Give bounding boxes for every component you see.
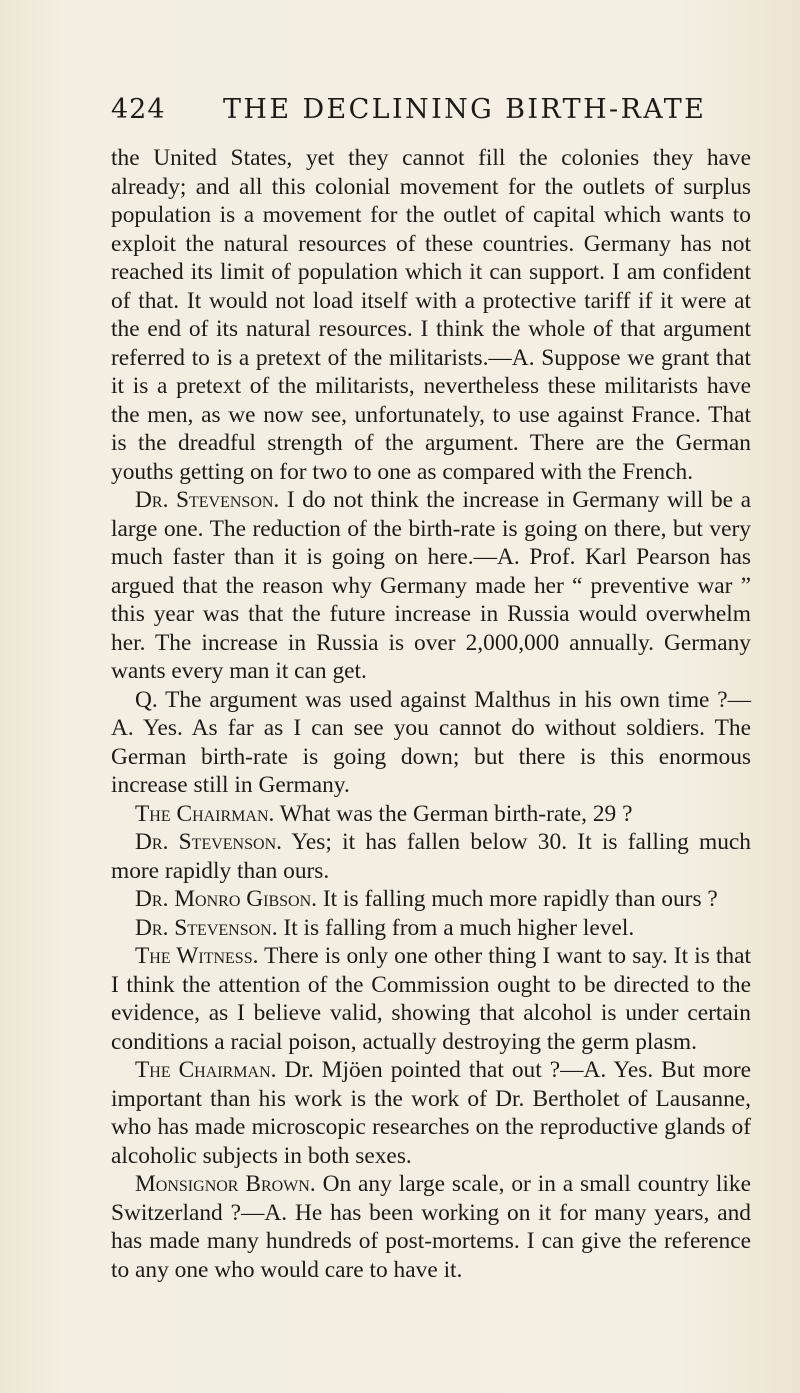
running-head (111, 94, 721, 128)
paragraph-text: There is only one other thing I want to say. It is that I think the attention of the Commission ought to be directed to the evidence, as I believe valid, showing that alcohol is under certain conditions a racial poison, actually destroying the germ plasm. (111, 943, 751, 1055)
page-number: 424 (111, 94, 166, 125)
paragraph-chairman-1 (111, 800, 751, 829)
paragraph-stevenson-2 (111, 828, 751, 885)
speaker-name: The Chairman. (135, 800, 275, 827)
body-text (111, 144, 751, 1284)
paragraph-witness (111, 942, 751, 1056)
paragraph-text: What was the German birth-rate, 29 ? (279, 800, 633, 827)
speaker-name: The Chairman. (135, 1057, 277, 1083)
paragraph-monsignor-brown (111, 1170, 751, 1284)
paragraph-monro-gibson (111, 885, 751, 914)
paragraph-text: Yes; it has fallen below 30. It is falling much more rapidly than ours. (111, 829, 751, 884)
paragraph-text: I do not think the increase in Germany will be a large one. The reduction of the birth-rate is going on there, but very much faster than it is going on here.—A. Prof. Karl Pearson has argued that the reason why Germany made her “ preventive war ” this year was that the future increase in Russia would overwhelm her. The increase in Russia is over 2,000,000 annually. Germany wants every man it can get. (111, 487, 751, 684)
speaker-name: Dr. Stevenson. (135, 914, 278, 941)
paragraph-text: It is falling much more rapidly than ours ? (322, 886, 718, 912)
speaker-name: Dr. Stevenson. (135, 487, 280, 513)
paragraph-text: Dr. Mjöen pointed that out ?—A. Yes. But more important than his work is the work of Dr. Bertholet of Lausanne, who has made microscopic researches on the reproductive glands of alcoholic subjects in both sexes. (111, 1057, 751, 1169)
paragraph-text: the United States, yet they cannot fill the colonies they have already; and all this colonial movement for the outlets of surplus population is a movement for the outlet of capital which wants to exploit the natural resources of these countries. Germany has not reached its limit of population which it can support. I am confident of that. It would not load itself with a protective tariff if it were at the end of its natural resources. I think the whole of that argument referred to is a pretext of the militarists.—A. Suppose we grant that it is a pretext of the militarists, nevertheless these militarists have the men, as we now see, unfortunately, to use against France. That is the dreadful strength of the argument. There are the German youths getting on for two to one as compared with the French. (111, 145, 751, 485)
speaker-name: The Witness. (135, 943, 259, 969)
paragraph-text: Q. The argument was used against Malthus in his own time ?—A. Yes. As far as I can see you cannot do without soldiers. The German birth-rate is going down; but there is this enormous increase still in Germany. (111, 686, 751, 798)
paragraph-text: On any large scale, or in a small country like Switzerland ?—A. He has been working on it for many years, and has made many hundreds of post-mortems. I can give the reference to any one who would care to have it. (111, 1171, 752, 1283)
paragraph-question-malthus (111, 686, 751, 800)
paragraph-continuation (111, 144, 751, 486)
paragraph-text: It is falling from a much higher level. (283, 914, 635, 941)
speaker-name: Dr. Monro Gibson. (135, 886, 317, 912)
speaker-name: Dr. Stevenson. (135, 829, 282, 855)
running-title: THE DECLINING BIRTH-RATE (223, 94, 707, 125)
paragraph-chairman-2 (111, 1056, 751, 1170)
paragraph-stevenson-3 (111, 914, 751, 943)
paragraph-stevenson-1 (111, 486, 751, 686)
speaker-name: Monsignor Brown. (135, 1171, 316, 1197)
